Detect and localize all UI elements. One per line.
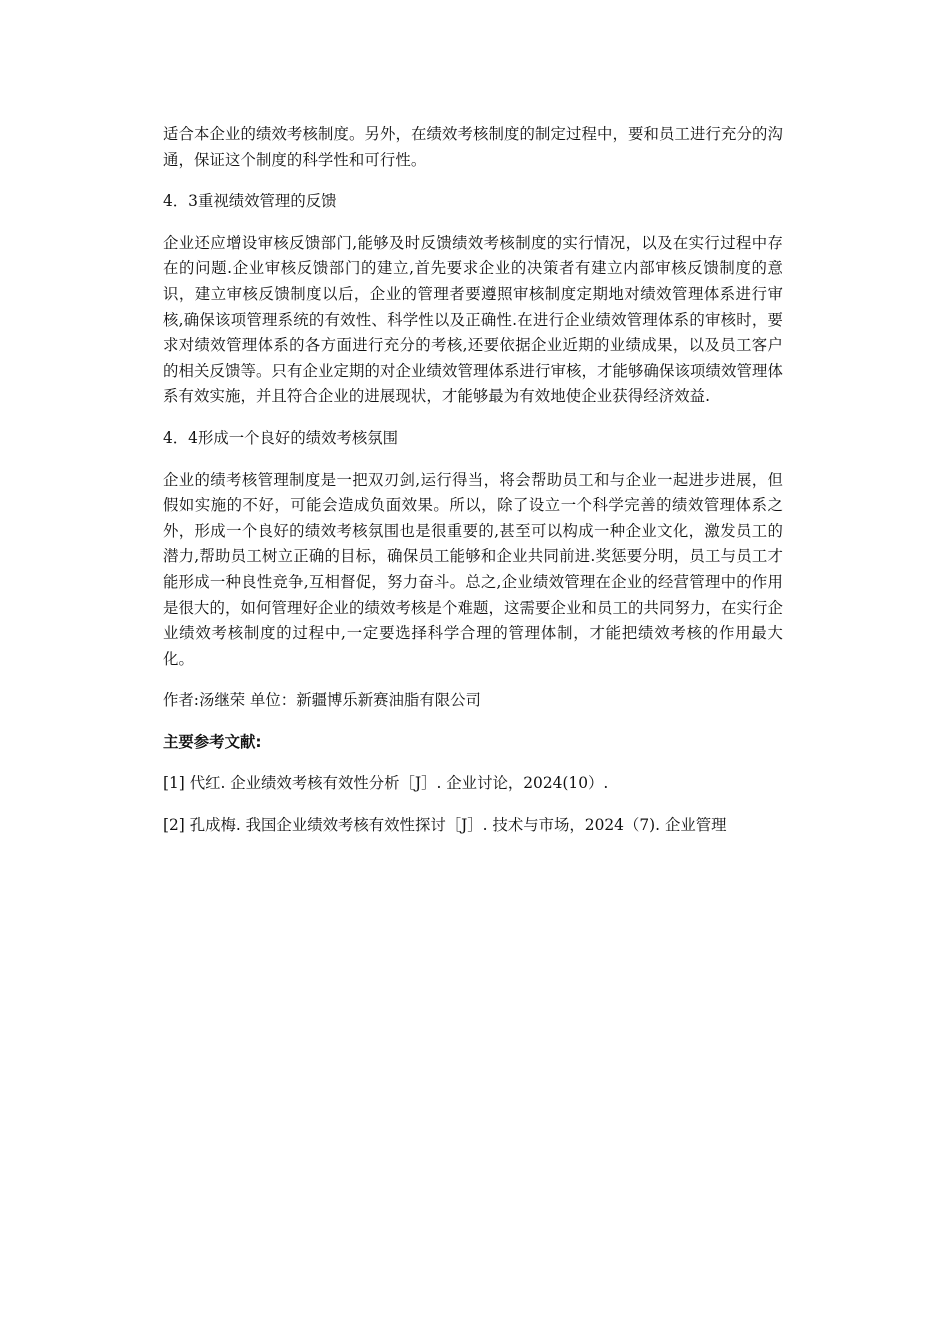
document-content <box>163 122 783 855</box>
reference-item-1: [1] 代红. 企业绩效考核有效性分析［J］. 企业讨论，2024(10）. <box>163 774 609 793</box>
section-body-4-3: 企业还应增设审核反馈部门,能够及时反馈绩效考核制度的实行情况，以及在实行过程中存在的问题.企业审核反馈部门的建立,首先要求企业的决策者有建立内部审核反馈制度的意识，建立审核反馈制度以后，企业的管理者要遵照审核制度定期地对绩效管理体系进行审核,确保该项管理系统的有效性、科学性以及正确性.在进行企业绩效管理体系的审核时，要求对绩效管理体系的各方面进行充分的考核,还要依据企业近期的业绩成果，以及员工客户的相关反馈等。只有企业定期的对企业绩效管理体系进行审核，才能够确保该项绩效管理体系有效实施，并且符合企业的进展现状，才能够最为有效地使企业获得经济效益. <box>163 233 783 406</box>
paragraph-continued: 适合本企业的绩效考核制度。另外，在绩效考核制度的制定过程中，要和员工进行充分的沟通，保证这个制度的科学性和可行性。 <box>163 125 783 169</box>
author-line: 作者:汤继荣 单位：新疆博乐新赛油脂有限公司 <box>163 691 481 710</box>
reference-item-2: [2] 孔成梅. 我国企业绩效考核有效性探讨［J］. 技术与市场，2024（7). 企业管理 <box>163 816 727 835</box>
section-heading-4-3: 4．3重视绩效管理的反馈 <box>163 192 337 211</box>
section-heading-4-4: 4．4形成一个良好的绩效考核氛围 <box>163 428 399 447</box>
references-title: 主要参考文献: <box>163 732 262 751</box>
section-body-4-4: 企业的绩考核管理制度是一把双刃剑,运行得当，将会帮助员工和与企业一起进步进展，但假如实施的不好，可能会造成负面效果。所以，除了设立一个科学完善的绩效管理体系之外，形成一个良好的绩效考核氛围也是很重要的,甚至可以构成一种企业文化，激发员工的潜力,帮助员工树立正确的目标，确保员工能够和企业共同前进.奖惩要分明，员工与员工才能形成一种良性竞争,互相督促，努力奋斗。总之,企业绩效管理在企业的经营管理中的作用是很大的，如何管理好企业的绩效考核是个难题，这需要企业和员工的共同努力，在实行企业绩效考核制度的过程中,一定要选择科学合理的管理体制，才能把绩效考核的作用最大化。 <box>163 470 783 668</box>
